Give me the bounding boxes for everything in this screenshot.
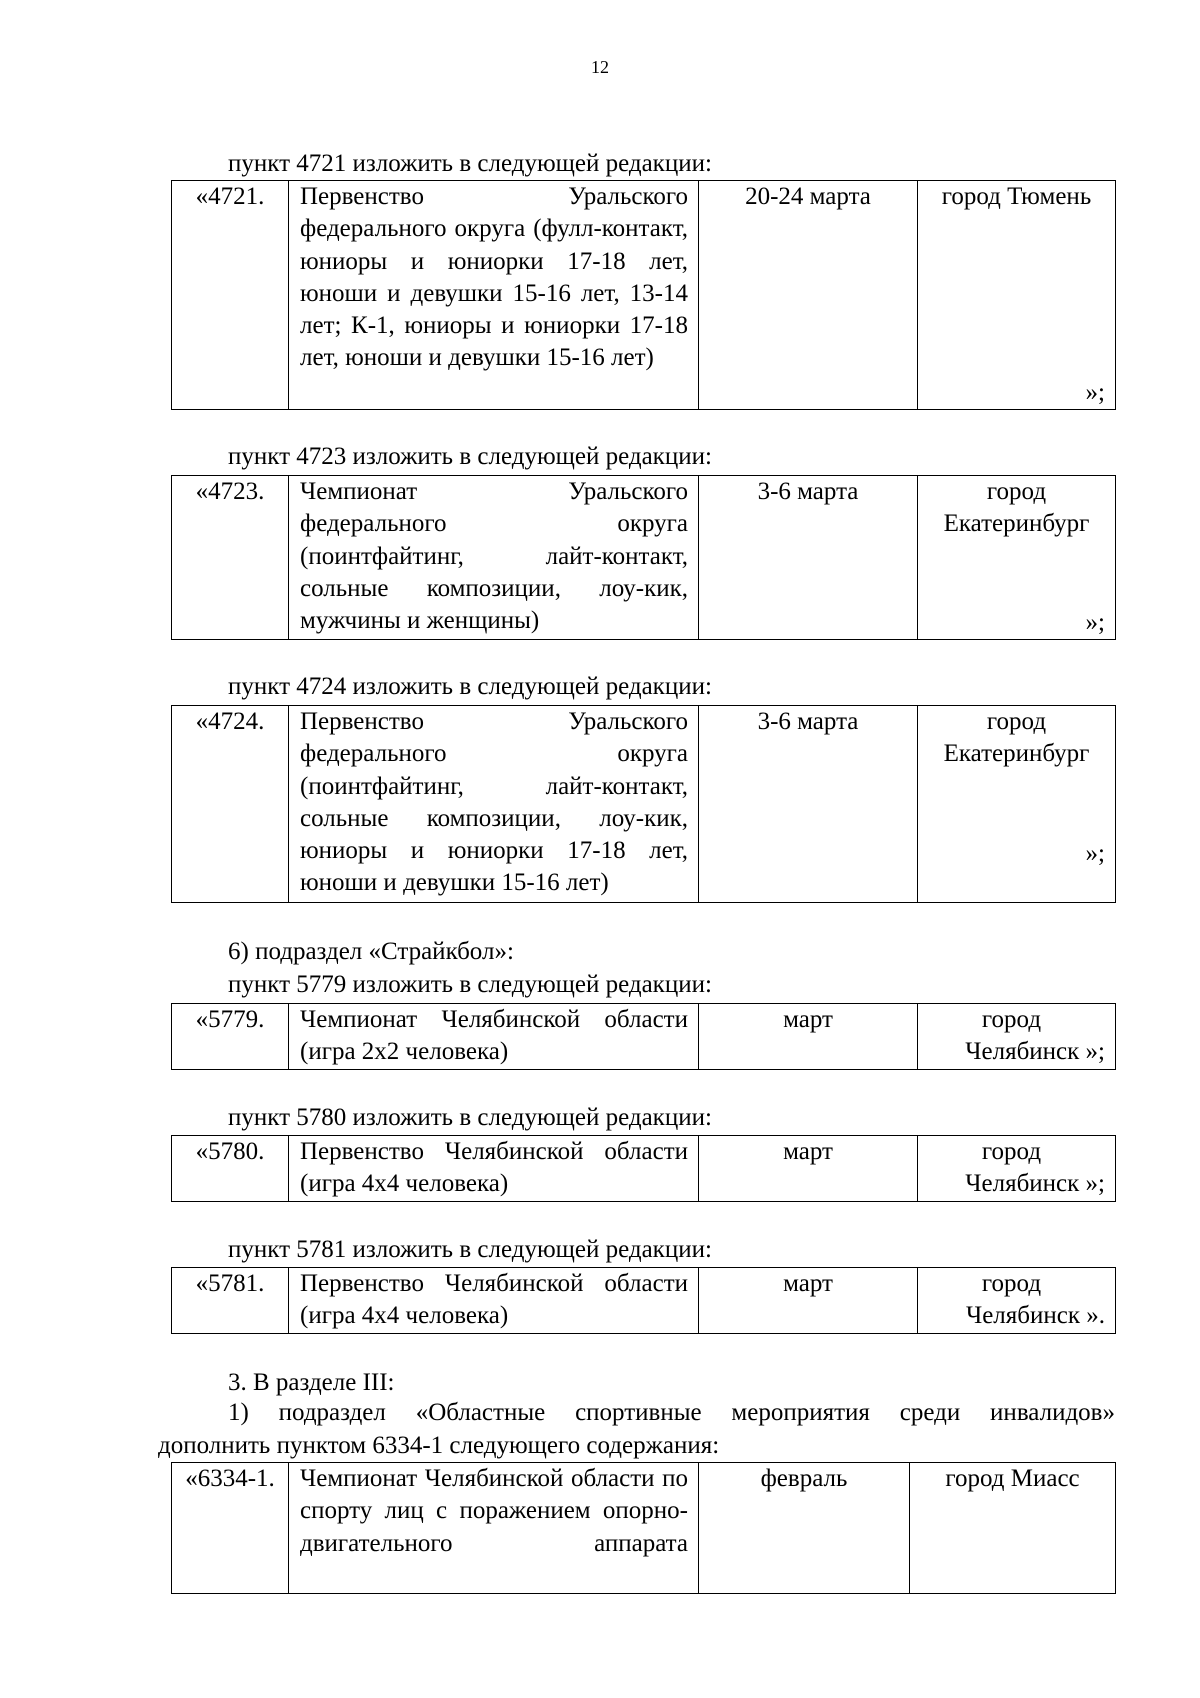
place-text-line1: город (986, 708, 1047, 735)
item-description: Первенство Уральского федерального округа (фулл-контакт, юниоры и юниорки 17-18 лет, юноши и девушки 15-16 лет, 13-14 лет; К-1, юниоры и юниорки 17-18 лет, юноши и девушки 15-16 лет) (289, 181, 699, 410)
item-number: «5781. (172, 1268, 289, 1334)
item-place (918, 1136, 1116, 1202)
item-description: Чемпионат Челябинской области по спорту лиц с поражением опорно-двигательного аппарата (289, 1463, 699, 1594)
item-place (918, 1004, 1116, 1070)
item-description: Чемпионат Челябинской области (игра 2х2 человека) (289, 1004, 699, 1070)
item-date: 3-6 марта (699, 706, 918, 903)
closing-quote: »; (1085, 608, 1105, 636)
item-date: 20-24 марта (699, 181, 918, 410)
subsection-heading: 6) подраздел «Страйкбол»: (228, 938, 514, 965)
table-4724 (171, 705, 1116, 903)
table-5780 (171, 1135, 1116, 1202)
place-text-line2: Екатеринбург (943, 510, 1090, 538)
caption-4723: пункт 4723 изложить в следующей редакции: (228, 443, 712, 470)
item-place (910, 1463, 1116, 1594)
caption-5779: пункт 5779 изложить в следующей редакции: (228, 971, 712, 998)
table-row (172, 476, 1116, 640)
item-place (918, 181, 1116, 410)
item-number: «4724. (172, 706, 289, 903)
place-text: город Миасс (945, 1465, 1080, 1492)
closing-quote: »; (1085, 839, 1105, 867)
item-date: март (699, 1268, 918, 1334)
item-date: 3-6 марта (699, 476, 918, 640)
item-number: «4723. (172, 476, 289, 640)
section-heading: 3. В разделе III: (228, 1369, 395, 1396)
item-number: «4721. (172, 181, 289, 410)
closing-quote: »; (1085, 378, 1105, 406)
paragraph-line-1: 1) подраздел «Областные спортивные мероприятия среди инвалидов» (228, 1399, 1115, 1426)
paragraph-line-2: дополнить пунктом 6334-1 следующего содержания: (158, 1432, 720, 1459)
item-place (918, 706, 1116, 903)
table-5779 (171, 1003, 1116, 1070)
caption-4721: пункт 4721 изложить в следующей редакции: (228, 150, 712, 177)
item-number: «5779. (172, 1004, 289, 1070)
caption-5780: пункт 5780 изложить в следующей редакции: (228, 1104, 712, 1131)
item-description: Чемпионат Уральского федерального округа (поинтфайтинг, лайт-контакт, сольные композиции, лоу-кик, мужчины и женщины) (289, 476, 699, 640)
item-description: Первенство Челябинской области (игра 4х4 человека) (289, 1136, 699, 1202)
item-place (918, 1268, 1116, 1334)
page-number: 12 (591, 57, 609, 77)
place-text-line1: город (986, 478, 1047, 505)
item-date: март (699, 1136, 918, 1202)
caption-4724: пункт 4724 изложить в следующей редакции: (228, 673, 712, 700)
place-text-line2: Челябинск ». (965, 1302, 1105, 1330)
place-text-line2: Челябинск »; (965, 1038, 1105, 1066)
place-text: город Тюмень (941, 183, 1092, 210)
table-6334-1 (171, 1462, 1116, 1594)
table-row (172, 1268, 1116, 1334)
table-row (172, 1004, 1116, 1070)
table-4723 (171, 475, 1116, 640)
table-row (172, 1463, 1116, 1594)
place-text-line1: город (981, 1270, 1042, 1297)
item-number: «6334-1. (172, 1463, 289, 1594)
place-text-line2: Екатеринбург (943, 740, 1090, 768)
caption-5781: пункт 5781 изложить в следующей редакции: (228, 1236, 712, 1263)
place-text-line1: город (981, 1006, 1042, 1033)
item-date: март (699, 1004, 918, 1070)
item-description: Первенство Челябинской области (игра 4х4 человека) (289, 1268, 699, 1334)
table-row (172, 1136, 1116, 1202)
item-date: февраль (699, 1463, 910, 1594)
item-description: Первенство Уральского федерального округа (поинтфайтинг, лайт-контакт, сольные композиции, лоу-кик, юниоры и юниорки 17-18 лет, юноши и девушки 15-16 лет) (289, 706, 699, 903)
item-number: «5780. (172, 1136, 289, 1202)
place-text-line2: Челябинск »; (965, 1170, 1105, 1198)
item-place (918, 476, 1116, 640)
table-row (172, 181, 1116, 410)
table-4721 (171, 180, 1116, 410)
place-text-line1: город (981, 1138, 1042, 1165)
table-row (172, 706, 1116, 903)
table-5781 (171, 1267, 1116, 1334)
